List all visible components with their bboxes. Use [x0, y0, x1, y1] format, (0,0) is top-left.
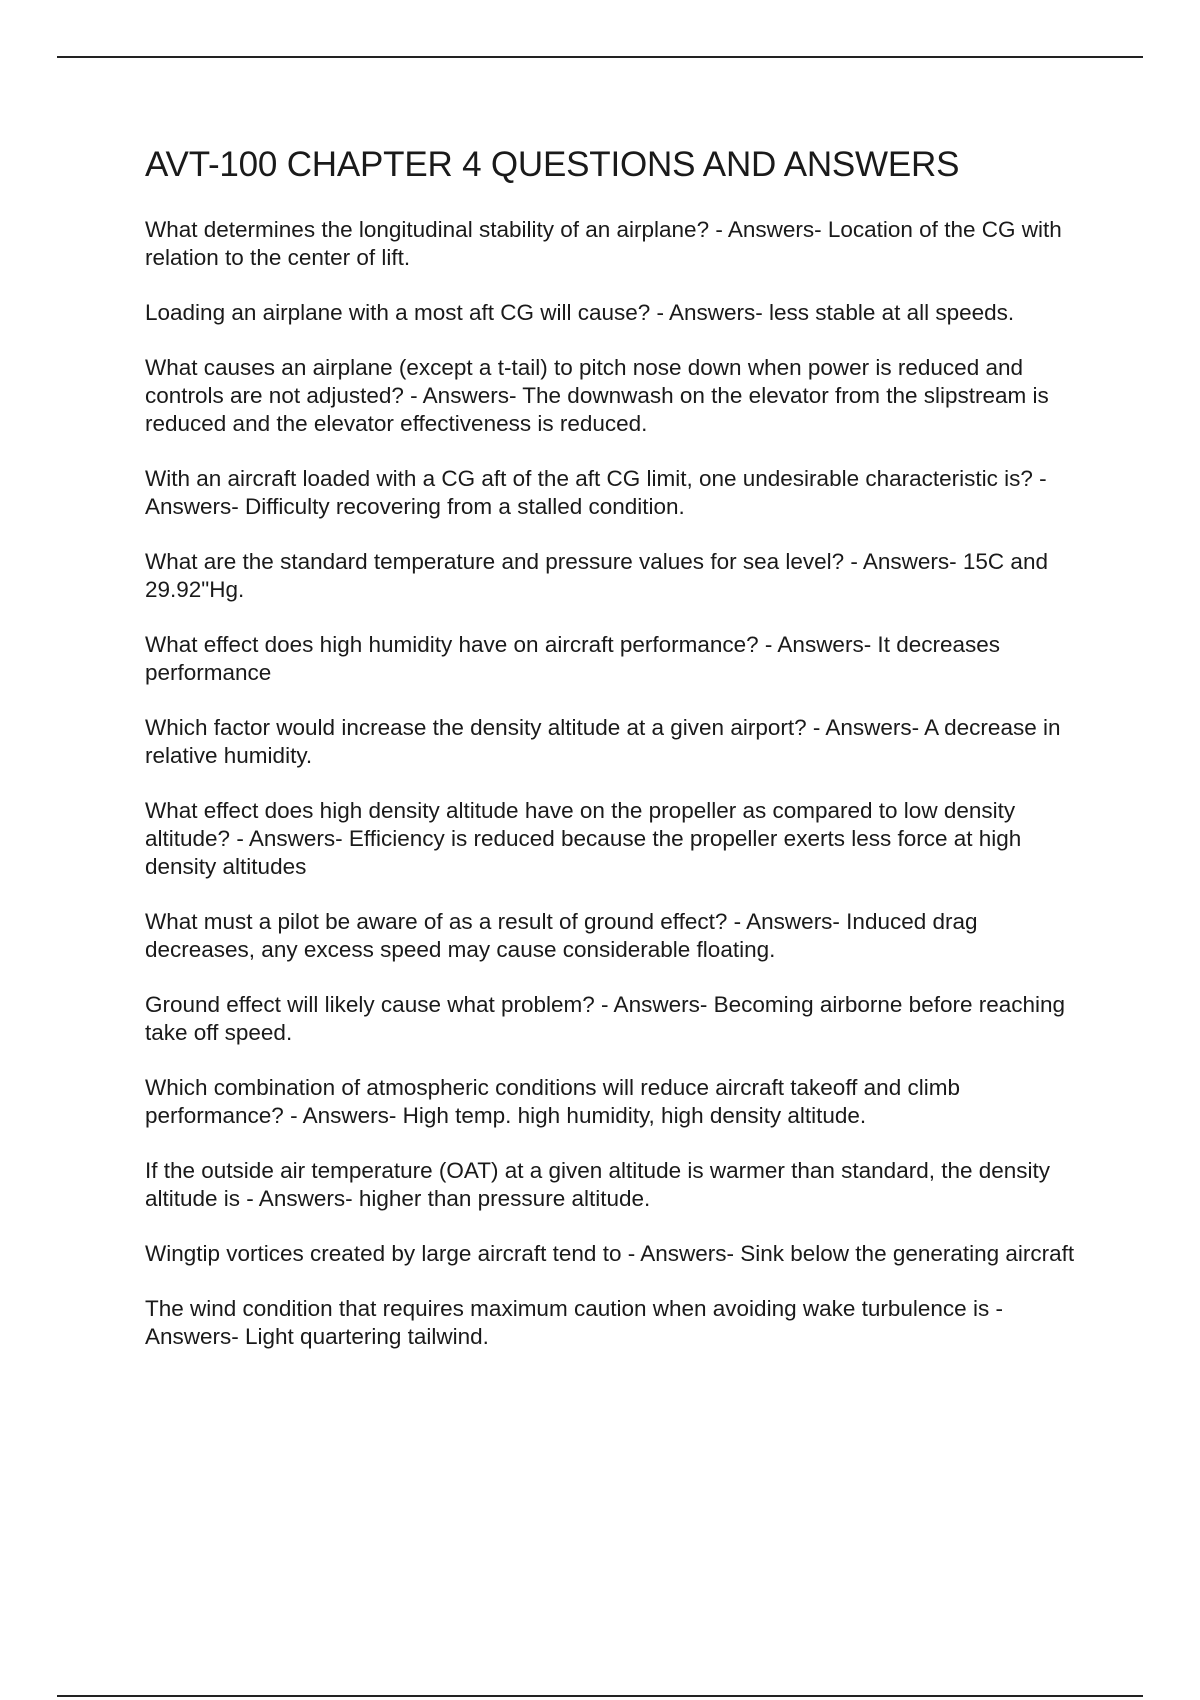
- qa-item: What must a pilot be aware of as a result of ground effect? - Answers- Induced drag decreases, any excess speed may cause considerable floating.: [145, 909, 978, 962]
- qa-item: What determines the longitudinal stability of an airplane? - Answers- Location of the CG with relation to the center of lift.: [145, 217, 1062, 270]
- qa-item: What effect does high humidity have on aircraft performance? - Answers- It decreases performance: [145, 632, 1000, 685]
- qa-item: Wingtip vortices created by large aircraft tend to - Answers- Sink below the generating aircraft: [145, 1241, 1075, 1266]
- qa-list: [145, 216, 1090, 1351]
- document-title: AVT-100 CHAPTER 4 QUESTIONS AND ANSWERS: [145, 145, 960, 184]
- header-rule: [57, 56, 1143, 58]
- qa-item: Loading an airplane with a most aft CG will cause? - Answers- less stable at all speeds.: [145, 300, 1015, 325]
- qa-item: Which combination of atmospheric conditions will reduce aircraft takeoff and climb performance? - Answers- High temp. high humidity, high density altitude.: [145, 1075, 960, 1128]
- qa-item: What causes an airplane (except a t-tail) to pitch nose down when power is reduced and controls are not adjusted? - Answers- The downwash on the elevator from the slipstream is reduced and the elevator effectiveness is reduced.: [145, 355, 1049, 436]
- qa-item: Ground effect will likely cause what problem? - Answers- Becoming airborne before reaching take off speed.: [145, 992, 1066, 1045]
- qa-item: With an aircraft loaded with a CG aft of the aft CG limit, one undesirable characteristic is? - Answers- Difficulty recovering from a stalled condition.: [145, 466, 1047, 519]
- qa-item: The wind condition that requires maximum caution when avoiding wake turbulence is - Answers- Light quartering tailwind.: [145, 1296, 1003, 1349]
- qa-item: What are the standard temperature and pressure values for sea level? - Answers- 15C and 29.92"Hg.: [145, 549, 1048, 602]
- qa-item: Which factor would increase the density altitude at a given airport? - Answers- A decrease in relative humidity.: [145, 715, 1061, 768]
- qa-item: If the outside air temperature (OAT) at a given altitude is warmer than standard, the density altitude is - Answers- higher than pressure altitude.: [145, 1158, 1051, 1211]
- document-body: [145, 144, 1090, 1378]
- qa-item: What effect does high density altitude have on the propeller as compared to low density altitude? - Answers- Efficiency is reduced because the propeller exerts less force at high density altitudes: [145, 798, 1022, 879]
- footer-rule: [57, 1695, 1143, 1697]
